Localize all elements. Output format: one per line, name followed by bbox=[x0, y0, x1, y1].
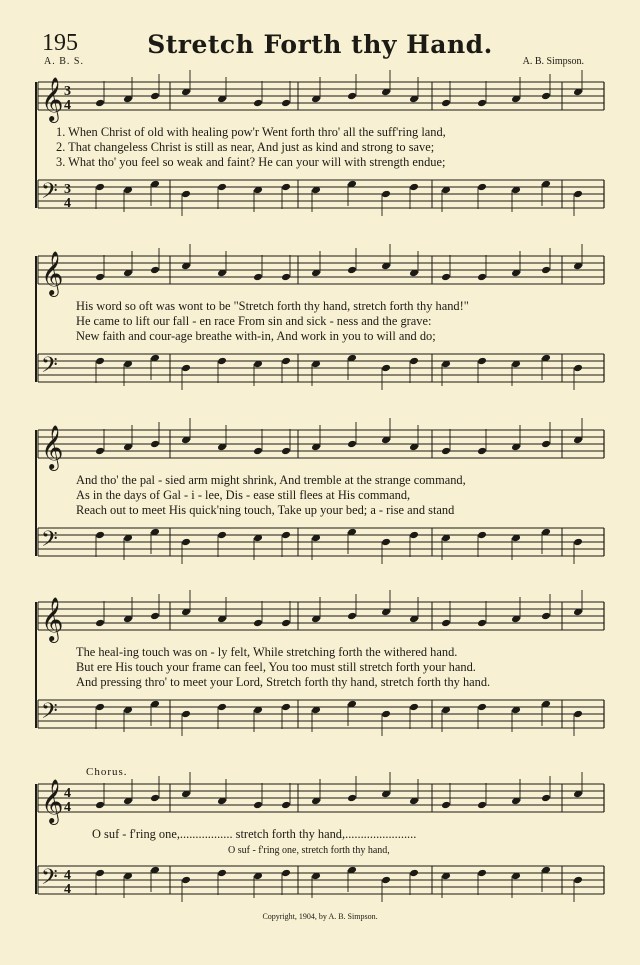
treble-clef-icon: 𝄞 bbox=[41, 779, 64, 823]
time-signature: 4 bbox=[64, 98, 71, 113]
note-head bbox=[181, 364, 191, 373]
bass-clef-icon: 𝄢 bbox=[41, 179, 58, 209]
note-head bbox=[181, 710, 191, 719]
treble-clef-icon: 𝄞 bbox=[41, 251, 64, 295]
lyric-line: O suf - f'ring one, stretch forth thy hand, bbox=[228, 845, 390, 856]
note-head bbox=[477, 357, 487, 366]
time-signature: 4 bbox=[64, 800, 71, 815]
note-head bbox=[381, 710, 391, 719]
note-head bbox=[541, 92, 551, 101]
note-head bbox=[281, 273, 291, 282]
lyric-line: 1. When Christ of old with healing pow'r Went forth thro' all the suff'ring land, bbox=[56, 125, 446, 139]
note-head bbox=[253, 273, 263, 282]
note-head bbox=[381, 876, 391, 885]
chorus-label: Chorus. bbox=[86, 766, 128, 778]
note-head bbox=[150, 794, 160, 803]
note-head bbox=[347, 266, 357, 275]
note-head bbox=[347, 440, 357, 449]
note-head bbox=[95, 619, 105, 628]
lyric-line: He came to lift our fall - en race From sin and sick - ness and the grave: bbox=[76, 314, 432, 328]
note-head bbox=[477, 703, 487, 712]
note-head bbox=[281, 619, 291, 628]
note-head bbox=[477, 273, 487, 282]
note-head bbox=[181, 190, 191, 199]
note-head bbox=[441, 273, 451, 282]
copyright-notice: Copyright, 1904, by A. B. Simpson. bbox=[262, 912, 378, 921]
note-head bbox=[409, 531, 419, 540]
note-head bbox=[150, 266, 160, 275]
note-head bbox=[573, 190, 583, 199]
bass-clef-icon: 𝄢 bbox=[41, 353, 58, 383]
lyric-line: And pressing thro' to meet your Lord, Stretch forth thy hand, stretch forth thy hand. bbox=[76, 675, 491, 689]
note-head bbox=[217, 531, 227, 540]
note-head bbox=[95, 357, 105, 366]
lyric-line: His word so oft was wont to be "Stretch forth thy hand, stretch forth thy hand!" bbox=[76, 299, 469, 313]
note-head bbox=[441, 801, 451, 810]
words-credit: A. B. S. bbox=[44, 56, 84, 67]
note-head bbox=[477, 99, 487, 108]
note-head bbox=[477, 801, 487, 810]
note-head bbox=[253, 447, 263, 456]
note-head bbox=[477, 183, 487, 192]
note-head bbox=[409, 869, 419, 878]
note-head bbox=[409, 357, 419, 366]
lyric-line: O suf - f'ring one,................. stretch forth thy hand,....................... bbox=[92, 827, 417, 841]
note-head bbox=[409, 703, 419, 712]
note-head bbox=[477, 447, 487, 456]
note-head bbox=[541, 266, 551, 275]
lyric-line: 2. That changeless Christ is still as near, And just as kind and strong to save; bbox=[56, 140, 435, 154]
hymn-title: Stretch Forth thy Hand. bbox=[147, 30, 493, 59]
note-head bbox=[573, 538, 583, 547]
note-head bbox=[347, 92, 357, 101]
lyric-line: And tho' the pal - sied arm might shrink, And tremble at the strange command, bbox=[76, 473, 466, 487]
note-head bbox=[477, 619, 487, 628]
note-head bbox=[217, 703, 227, 712]
time-signature: 3 bbox=[64, 182, 71, 197]
treble-clef-icon: 𝄞 bbox=[41, 425, 64, 469]
note-head bbox=[573, 876, 583, 885]
lyric-line: 3. What tho' you feel so weak and faint? He can your will with strength endue; bbox=[56, 155, 446, 169]
music-credit: A. B. Simpson. bbox=[522, 56, 584, 67]
note-head bbox=[573, 710, 583, 719]
time-signature: 4 bbox=[64, 882, 71, 897]
treble-clef-icon: 𝄞 bbox=[41, 77, 64, 121]
lyric-line: But ere His touch your frame can feel, You too must still stretch forth your hand. bbox=[76, 660, 476, 674]
note-head bbox=[253, 619, 263, 628]
note-head bbox=[95, 869, 105, 878]
note-head bbox=[95, 99, 105, 108]
note-head bbox=[95, 703, 105, 712]
note-head bbox=[281, 357, 291, 366]
bass-clef-icon: 𝄢 bbox=[41, 699, 58, 729]
note-head bbox=[217, 357, 227, 366]
note-head bbox=[541, 440, 551, 449]
time-signature: 4 bbox=[64, 868, 71, 883]
time-signature: 3 bbox=[64, 84, 71, 99]
note-head bbox=[281, 99, 291, 108]
note-head bbox=[95, 447, 105, 456]
note-head bbox=[281, 869, 291, 878]
note-head bbox=[253, 801, 263, 810]
time-signature: 4 bbox=[64, 196, 71, 211]
note-head bbox=[541, 794, 551, 803]
note-head bbox=[281, 801, 291, 810]
note-head bbox=[477, 531, 487, 540]
note-head bbox=[150, 440, 160, 449]
note-head bbox=[347, 612, 357, 621]
note-head bbox=[95, 183, 105, 192]
note-head bbox=[217, 183, 227, 192]
treble-clef-icon: 𝄞 bbox=[41, 597, 64, 641]
note-head bbox=[95, 531, 105, 540]
hymn-number: 195 bbox=[42, 30, 78, 56]
note-head bbox=[441, 447, 451, 456]
note-head bbox=[281, 447, 291, 456]
note-head bbox=[281, 531, 291, 540]
note-head bbox=[181, 876, 191, 885]
lyric-line: The heal-ing touch was on - ly felt, While stretching forth the withered hand. bbox=[76, 645, 458, 659]
note-head bbox=[281, 183, 291, 192]
note-head bbox=[95, 273, 105, 282]
note-head bbox=[441, 99, 451, 108]
note-head bbox=[381, 190, 391, 199]
note-head bbox=[347, 794, 357, 803]
note-head bbox=[150, 92, 160, 101]
note-head bbox=[441, 619, 451, 628]
note-head bbox=[573, 364, 583, 373]
note-head bbox=[281, 703, 291, 712]
bass-clef-icon: 𝄢 bbox=[41, 527, 58, 557]
lyric-line: New faith and cour-age breathe with-in, And work in you to will and do; bbox=[76, 329, 436, 343]
note-head bbox=[253, 99, 263, 108]
note-head bbox=[381, 364, 391, 373]
note-head bbox=[541, 612, 551, 621]
note-head bbox=[181, 538, 191, 547]
note-head bbox=[409, 183, 419, 192]
note-head bbox=[95, 801, 105, 810]
lyric-line: Reach out to meet His quick'ning touch, Take up your bed; a - rise and stand bbox=[76, 503, 455, 517]
bass-clef-icon: 𝄢 bbox=[41, 865, 58, 895]
note-head bbox=[217, 869, 227, 878]
time-signature: 4 bbox=[64, 786, 71, 801]
note-head bbox=[477, 869, 487, 878]
note-head bbox=[150, 612, 160, 621]
note-head bbox=[381, 538, 391, 547]
lyric-line: As in the days of Gal - i - lee, Dis - ease still flees at His command, bbox=[76, 488, 411, 502]
